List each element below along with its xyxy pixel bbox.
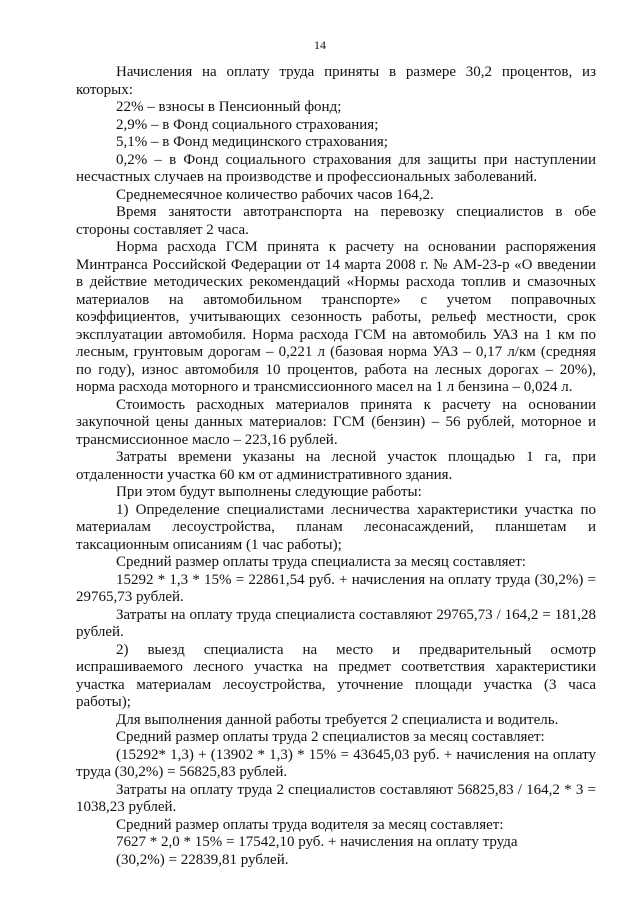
paragraph: Затраты на оплату труда 2 специалистов составляют 56825,83 / 164,2 * 3 = 1038,23 рублей.: [76, 781, 596, 815]
paragraph: 22% – взносы в Пенсионный фонд;: [116, 99, 342, 115]
paragraph: Норма расхода ГСМ принята к расчету на основании распоряжения Минтранса Российской Федерации от 14 марта 2008 г. № АМ-23-р «О введении в действие методических рекомендаций «Нормы расхода топлив и смазочных материалов на автомобильном транспорте» с учетом поправочных коэффициентов, учитывающих сезонность работы, рельеф местности, срок эксплуатации автомобиля. Норма расхода ГСМ на автомобиль УАЗ на 1 км по лесным, грунтовым дорогам – 0,221 л (базовая норма УАЗ – 0,17 л/км (средняя по году), износ автомобиля 10 процентов, работа на лесных дорогах – 20%), норма расхода моторного и трансмиссионного масел на 1 л бензина – 0,024 л.: [76, 239, 596, 395]
paragraph: 7627 * 2,0 * 15% = 17542,10 руб. + начисления на оплату труда: [116, 834, 518, 850]
paragraph: Средний размер оплаты труда 2 специалистов за месяц составляет:: [116, 729, 545, 745]
paragraph: 2,9% – в Фонд социального страхования;: [116, 116, 379, 133]
paragraph: Затраты времени указаны на лесной участок площадью 1 га, при отдаленности участка 60 км от административного здания.: [76, 449, 596, 483]
paragraph: Для выполнения данной работы требуется 2 специалиста и водитель.: [116, 711, 559, 728]
paragraph: Время занятости автотранспорта на перевозку специалистов в обе стороны составляет 2 часа.: [76, 204, 596, 238]
document-body: [76, 64, 596, 869]
paragraph: (30,2%) = 22839,81 рублей.: [116, 851, 289, 868]
paragraph: 1) Определение специалистами лесничества характеристики участка по материалам лесоустройства, планам лесонасаждений, планшетам и таксационным описаниям (1 час работы);: [76, 501, 596, 553]
paragraph: Начисления на оплату труда приняты в размере 30,2 процентов, из которых:: [76, 64, 596, 98]
paragraph: 5,1% – в Фонд медицинского страхования;: [116, 134, 388, 150]
paragraph: 0,2% – в Фонд социального страхования для защиты при наступлении несчастных случаев на производстве и профессиональных заболеваний.: [76, 151, 596, 185]
paragraph: Среднемесячное количество рабочих часов 164,2.: [116, 186, 434, 203]
paragraph: Средний размер оплаты труда водителя за месяц составляет:: [116, 816, 504, 833]
paragraph: 2) выезд специалиста на место и предварительный осмотр испрашиваемого лесного участка на предмет соответствия характеристики участка материалам лесоустройства, уточнение площади участка (3 часа работы);: [76, 641, 596, 710]
paragraph: Затраты на оплату труда специалиста составляют 29765,73 / 164,2 = 181,28 рублей.: [76, 606, 596, 640]
page-number: 14: [314, 38, 326, 52]
paragraph: 15292 * 1,3 * 15% = 22861,54 руб. + начисления на оплату труда (30,2%) = 29765,73 рублей.: [76, 571, 596, 605]
paragraph: Средний размер оплаты труда специалиста за месяц составляет:: [116, 554, 526, 570]
paragraph: При этом будут выполнены следующие работы:: [116, 484, 422, 500]
paragraph: Стоимость расходных материалов принята к расчету на основании закупочной цены данных материалов: ГСМ (бензин) – 56 рублей, моторное и трансмиссионное масло – 223,16 рублей.: [76, 396, 596, 448]
paragraph: (15292* 1,3) + (13902 * 1,3) * 15% = 43645,03 руб. + начисления на оплату труда (30,2%) = 56825,83 рублей.: [76, 746, 596, 780]
